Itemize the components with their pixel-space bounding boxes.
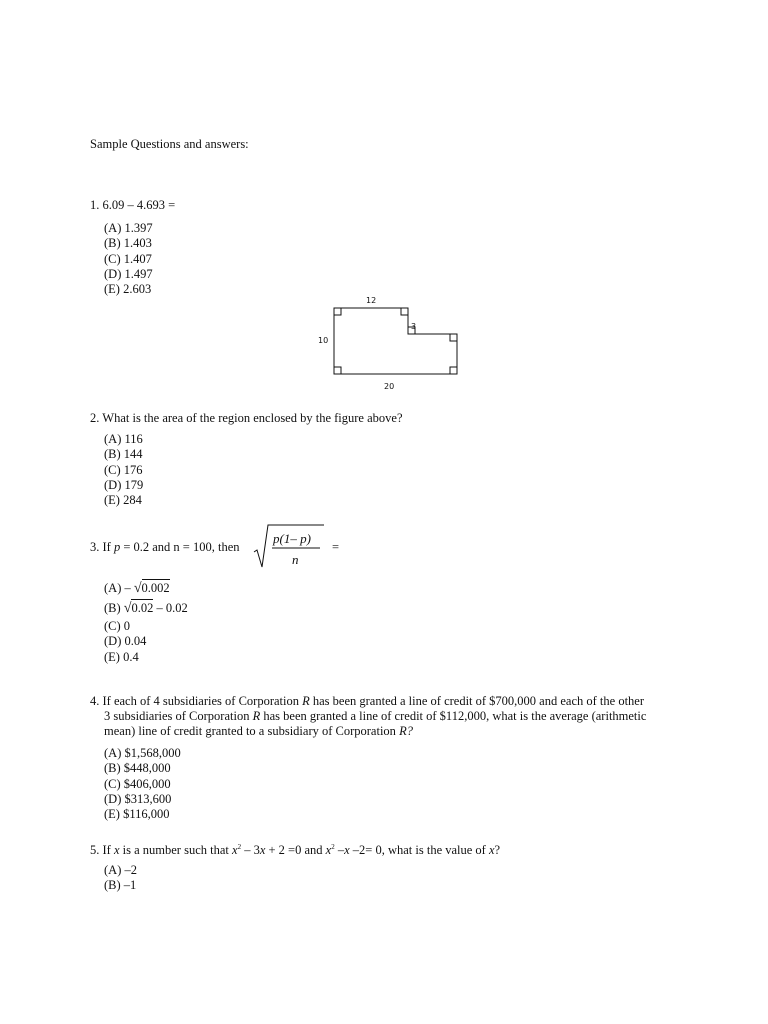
option-e: (E) 2.603: [104, 282, 152, 297]
option-a: (A) 116: [104, 432, 143, 446]
figure-outline: [334, 308, 457, 374]
question-3-options: [104, 579, 188, 665]
equals-sign: =: [332, 540, 340, 554]
question-2-options: [104, 432, 143, 508]
option-d: (D) 1.497: [104, 266, 153, 281]
option-d: (D) 0.04: [104, 634, 147, 649]
page-heading: Sample Questions and answers:: [90, 137, 249, 151]
option-a: (A) 1.397: [104, 221, 153, 235]
option-a: (A) – √0.002: [104, 581, 170, 596]
question-1-expression: 6.09 – 4.693 =: [102, 198, 176, 212]
radical-expression: [252, 522, 328, 570]
question-3-stem: 3. If p = 0.2 and n = 100, then: [90, 540, 240, 554]
sqrt-symbol: √: [133, 581, 142, 596]
question-4-line-2: 3 subsidiaries of Corporation R has been granted a line of credit of $112,000, what is the average (arithmetic: [104, 709, 647, 723]
right-angle-marker: [450, 334, 457, 341]
option-b: (B) 144: [104, 447, 143, 462]
question-1-number: 1.: [90, 198, 100, 212]
question-5-stem: 5. If x is a number such that $x^2 - 3x + 2 =0$ and $x^2$ –x –2= 0, what is the value of x?: [90, 843, 501, 858]
option-c: (C) 176: [104, 462, 143, 477]
question-4-options: [104, 746, 181, 822]
option-e: (E) 284: [104, 493, 142, 508]
option-b: (B) 1.403: [104, 236, 152, 251]
right-angle-marker: [334, 308, 341, 315]
radicand: 0.002: [141, 581, 170, 595]
option-c: (C) 0: [104, 619, 131, 633]
right-angle-marker: [450, 367, 457, 374]
question-4-line-3: mean) line of credit granted to a subsidiary of Corporation R?: [104, 724, 413, 738]
fraction-denominator: n: [292, 552, 299, 567]
right-angle-marker: [334, 367, 341, 374]
option-e: (E) $116,000: [104, 807, 170, 822]
option-d: (D) $313,600: [104, 791, 172, 806]
figure-label-top: 12: [366, 296, 377, 305]
right-angle-marker: [401, 308, 408, 315]
question-5-options: [104, 863, 137, 894]
option-b: (B) √0.02 – 0.02: [104, 601, 188, 616]
fraction-numerator: p(1– p): [273, 531, 311, 546]
option-d: (D) 179: [104, 477, 144, 492]
variable-p: p: [113, 540, 121, 554]
option-a: (A) $1,568,000: [104, 746, 181, 760]
option-a: (A) –2: [104, 863, 137, 877]
question-2-stem: 2. What is the area of the region enclosed by the figure above?: [90, 411, 403, 425]
figure-label-bottom: 20: [384, 382, 395, 391]
figure-label-left: 10: [318, 336, 329, 345]
option-e: (E) 0.4: [104, 649, 139, 664]
option-b: (B) –1: [104, 878, 137, 893]
option-b: (B) $448,000: [104, 761, 171, 776]
option-c: (C) $406,000: [104, 776, 171, 791]
option-c: (C) 1.407: [104, 251, 152, 266]
sqrt-symbol: √: [123, 601, 132, 616]
figure-label-step: 3: [411, 322, 417, 331]
question-4-line-1: 4. If each of 4 subsidiaries of Corporation R has been granted a line of credit of $700,000 and each of the other: [90, 694, 644, 708]
question-1-stem: [90, 198, 175, 213]
region-figure: [300, 290, 480, 400]
question-1-options: [104, 221, 153, 297]
radicand: 0.02: [131, 601, 154, 615]
